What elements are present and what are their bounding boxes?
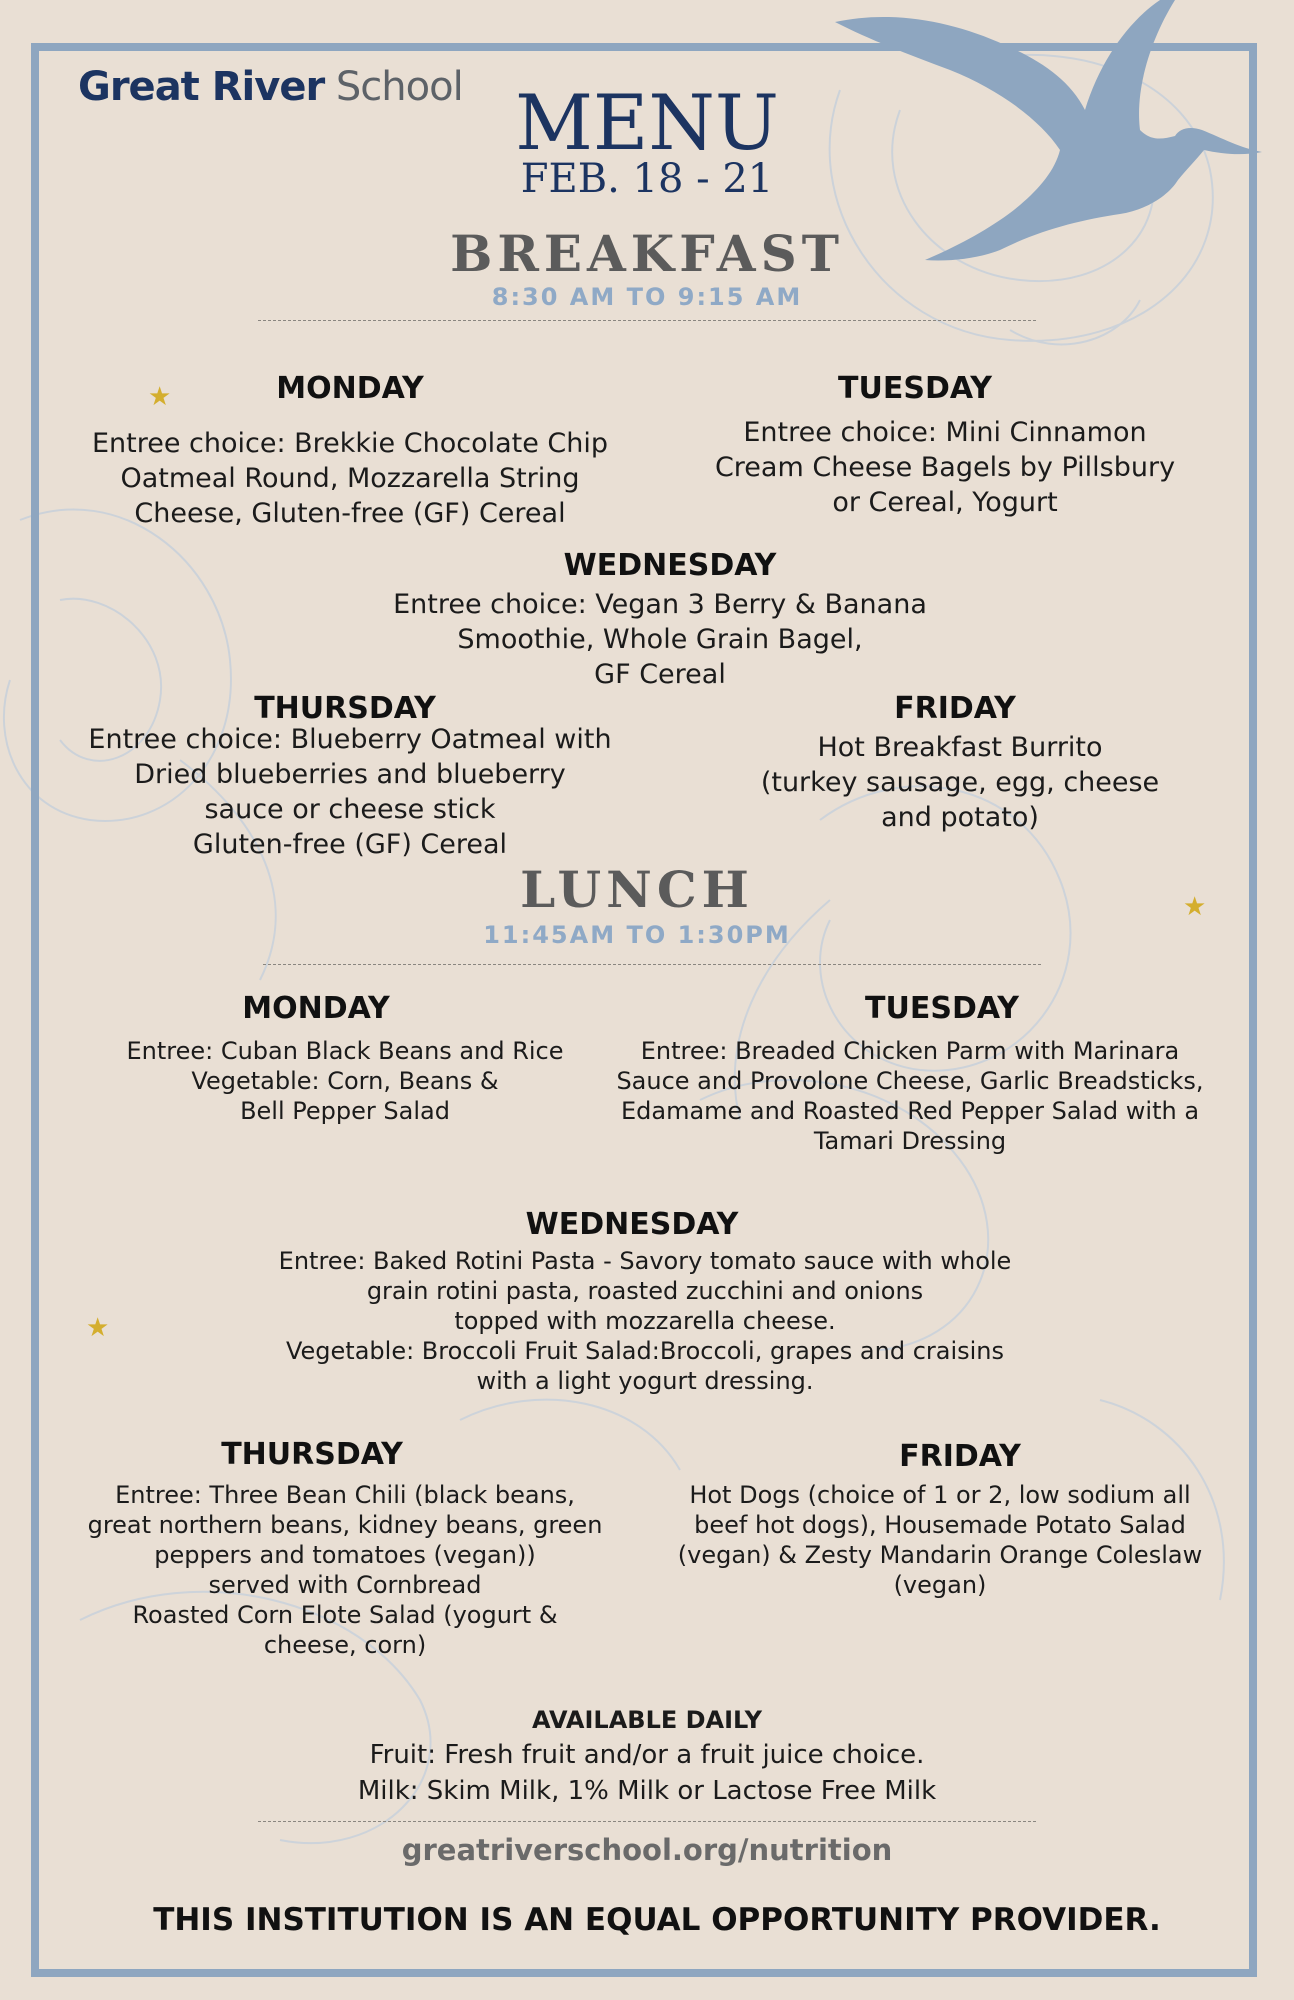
lunch-friday-text: Hot Dogs (choice of 1 or 2, low sodium all beef hot dogs), Housemade Potato Salad (vegan) & Zesty Mandarin Orange Coleslaw (vegan) xyxy=(677,1481,1203,1599)
equal-opportunity-notice: THIS INSTITUTION IS AN EQUAL OPPORTUNITY PROVIDER. xyxy=(153,1902,1161,1938)
breakfast-wednesday-day: WEDNESDAY xyxy=(563,548,777,583)
lunch-monday-text: Entree: Cuban Black Beans and Rice Vegetable: Corn, Beans & Bell Pepper Salad xyxy=(126,1037,564,1125)
lunch-tuesday-text: Entree: Breaded Chicken Parm with Marinara Sauce and Provolone Cheese, Garlic Breadsticks, Edamame and Roasted Red Pepper Salad with a Tamari Dressing xyxy=(616,1037,1204,1155)
star-icon: ★ xyxy=(148,382,172,412)
lunch-title: LUNCH xyxy=(520,860,754,919)
star-icon: ★ xyxy=(86,1313,110,1343)
logo-bold-text: Great River xyxy=(78,64,325,110)
breakfast-monday-text: Entree choice: Brekkie Chocolate Chip Oatmeal Round, Mozzarella String Cheese, Gluten-free (GF) Cereal xyxy=(91,428,609,529)
lunch-tuesday-day: TUESDAY xyxy=(865,991,1019,1026)
breakfast-friday-text: Hot Breakfast Burrito (turkey sausage, egg, cheese and potato) xyxy=(760,732,1160,833)
breakfast-thursday-day: THURSDAY xyxy=(254,691,436,726)
lunch-thursday-text: Entree: Three Bean Chili (black beans, great northern beans, kidney beans, green peppers and tomatoes (vegan)) served with Cornbread Roasted Corn Elote Salad (yogurt & cheese, corn) xyxy=(87,1481,603,1659)
menu-dates: FEB. 18 - 21 xyxy=(520,156,774,202)
lunch-thursday-day: THURSDAY xyxy=(221,1437,403,1472)
logo-light-text: School xyxy=(335,64,463,110)
breakfast-time: 8:30 AM TO 9:15 AM xyxy=(491,283,803,311)
lunch-monday-day: MONDAY xyxy=(242,991,390,1026)
breakfast-tuesday-text: Entree choice: Mini Cinnamon Cream Cheese Bagels by Pillsbury or Cereal, Yogurt xyxy=(714,417,1176,518)
breakfast-title: BREAKFAST xyxy=(450,224,844,283)
school-logo xyxy=(78,64,463,110)
breakfast-monday-day: MONDAY xyxy=(276,371,424,406)
lunch-wednesday-text: Entree: Baked Rotini Pasta - Savory tomato sauce with whole grain rotini pasta, roasted zucchini and onions topped with mozzarella cheese. Vegetable: Broccoli Fruit Salad:Broccoli, grapes and craisins with a light yogurt dressing. xyxy=(278,1247,1012,1395)
menu-title: MENU xyxy=(515,78,779,167)
star-icon: ★ xyxy=(1183,892,1207,922)
breakfast-divider xyxy=(258,320,1036,321)
available-daily-fruit: Fruit: Fresh fruit and/or a fruit juice choice. xyxy=(369,1740,925,1770)
available-daily-milk: Milk: Skim Milk, 1% Milk or Lactose Free Milk xyxy=(357,1776,937,1806)
breakfast-tuesday-day: TUESDAY xyxy=(838,371,992,406)
breakfast-friday-day: FRIDAY xyxy=(894,691,1016,726)
footer-divider xyxy=(258,1821,1036,1822)
lunch-wednesday-day: WEDNESDAY xyxy=(525,1207,739,1242)
lunch-divider xyxy=(263,964,1041,965)
breakfast-wednesday-text: Entree choice: Vegan 3 Berry & Banana Smoothie, Whole Grain Bagel, GF Cereal xyxy=(393,589,927,690)
lunch-time: 11:45AM TO 1:30PM xyxy=(483,921,791,949)
lunch-friday-day: FRIDAY xyxy=(899,1439,1021,1474)
available-daily-title: AVAILABLE DAILY xyxy=(532,1706,762,1734)
nutrition-website-link[interactable]: greatriverschool.org/nutrition xyxy=(401,1833,893,1867)
breakfast-thursday-text: Entree choice: Blueberry Oatmeal with Dried blueberries and blueberry sauce or cheese stick Gluten-free (GF) Cereal xyxy=(88,724,612,860)
